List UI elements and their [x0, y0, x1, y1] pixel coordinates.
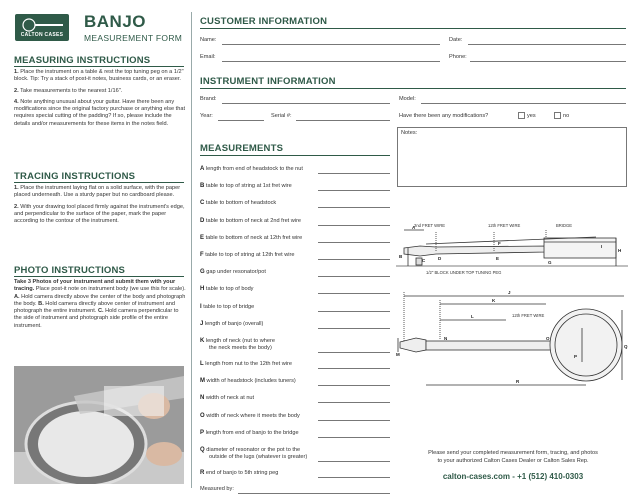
svg-text:J: J [508, 290, 511, 295]
instrument-title: INSTRUMENT INFORMATION [200, 76, 336, 87]
svg-text:G: G [548, 260, 552, 265]
measurement-row: M width of headstock (includes tuners) [200, 378, 296, 385]
svg-text:F: F [498, 241, 501, 246]
svg-text:Q: Q [624, 344, 628, 349]
notes-label: Notes: [401, 130, 418, 136]
measurement-row: K length of neck (nut to where [200, 338, 275, 344]
measurement-field[interactable] [318, 225, 390, 226]
measurement-row: H table to top of body [200, 286, 254, 293]
yes-checkbox[interactable] [518, 112, 525, 119]
modifications-no[interactable]: no [554, 112, 569, 119]
banjo-side-diagram [396, 218, 628, 284]
measuring-list [14, 69, 186, 128]
brand-label: Brand: [200, 96, 217, 102]
phone-label: Phone: [449, 54, 467, 60]
measurement-row: P length from end of banjo to the bridge [200, 429, 299, 436]
measurement-row: J length of banjo (overall) [200, 320, 264, 327]
measurement-row: B table to top of string at 1st fret wire [200, 183, 292, 190]
svg-text:1/2" BLOCK UNDER TOP TUNING PE: 1/2" BLOCK UNDER TOP TUNING PEG [426, 270, 502, 275]
tracing-title: TRACING INSTRUCTIONS [14, 171, 136, 182]
svg-text:D: D [438, 256, 442, 261]
measuring-item: 1. Place the instrument on a table & rest the top tuning peg on a 1/2" block. Tip: Try a stack of post-it notes, business cards, or an eraser. [14, 69, 184, 83]
measurement-row-cont: the neck meets the body) [209, 345, 272, 351]
measurement-row: E table to bottom of neck at 12th fret wire [200, 234, 303, 241]
tracing-list [14, 185, 186, 225]
svg-text:O: O [546, 336, 550, 341]
measurement-row: O width of neck where it meets the body [200, 412, 300, 419]
modifications-yes[interactable]: yes [518, 112, 536, 119]
measurement-row: N width of neck at nut [200, 395, 255, 402]
email-field[interactable] [222, 61, 440, 62]
model-label: Model: [399, 96, 416, 102]
svg-text:N: N [444, 336, 448, 341]
measurement-field[interactable] [318, 385, 390, 386]
measurement-row: D table to bottom of neck at 2nd fret wire [200, 217, 302, 224]
footer-note: Please send your completed measurement form, tracing, and photos to your authorized Calton Cases Dealer or Calton Sales Rep. [428, 450, 598, 464]
form-subtitle: MEASUREMENT FORM [84, 33, 183, 43]
date-field[interactable] [468, 44, 626, 45]
svg-text:M: M [396, 352, 400, 357]
notes-box[interactable] [397, 127, 627, 187]
logo [15, 14, 69, 41]
photo-rule [14, 276, 184, 277]
tracing-item: 1. Place the instrument laying flat on a solid surface, with the paper placed underneath. Use a sturdy paper but no cardboard please. [14, 185, 181, 199]
measurement-field[interactable] [318, 461, 390, 462]
serial-label: Serial #: [271, 113, 292, 119]
svg-text:H: H [618, 248, 622, 253]
svg-text:A: A [412, 225, 416, 230]
measurement-row-cont: outside of the lugs (whatever is greater) [209, 454, 308, 460]
serial-field[interactable] [296, 120, 390, 121]
measurement-row: F table to top of string at 12th fret wire [200, 252, 295, 258]
model-field[interactable] [421, 103, 626, 104]
measurement-row: R end of banjo to 5th string peg [200, 470, 279, 476]
measurement-row: A length from end of headstock to the nut [200, 166, 303, 172]
photo-instructions: Take 3 Photos of your instrument and submit them with your tracing. Place post-it note on instrument body (we use this for scale). A. Hold camera directly above the center of the body and photograph the body. B. Hold camera directly above center of instrument and photograph the entire instrument. C. Hold camera perpendicular to the side of instrument and photograph side profile of the entire instrument. [14, 279, 186, 329]
measurement-field[interactable] [318, 352, 390, 353]
measurement-field[interactable] [318, 293, 390, 294]
measured-by-label: Measured by: [200, 486, 234, 493]
svg-text:R: R [516, 379, 520, 384]
measuring-title: MEASURING INSTRUCTIONS [14, 55, 151, 66]
measurement-field[interactable] [318, 437, 390, 438]
year-field[interactable] [218, 120, 264, 121]
banjo-top-diagram [396, 290, 628, 396]
svg-text:P: P [574, 354, 578, 359]
modifications-label: Have there been any modifications? [399, 113, 489, 119]
no-checkbox[interactable] [554, 112, 561, 119]
measurement-field[interactable] [318, 259, 390, 260]
phone-field[interactable] [470, 61, 626, 62]
measurement-field[interactable] [318, 242, 390, 243]
svg-text:12th FRET WIRE: 12th FRET WIRE [512, 313, 545, 318]
measurement-row: Q diameter of resonator or the pot to the [200, 447, 301, 453]
instrument-rule [200, 88, 626, 89]
svg-text:12th FRET WIRE: 12th FRET WIRE [488, 223, 521, 228]
measurement-row: L length from nut to the 12th fret wire [200, 361, 292, 367]
measurement-field[interactable] [318, 328, 390, 329]
measurement-field[interactable] [318, 402, 390, 403]
website-link[interactable]: calton-cases.com [442, 472, 510, 481]
measuring-item: 2. Take measurements to the nearest 1/16". [14, 87, 123, 94]
form-title: BANJO [84, 12, 147, 31]
footer-contact: calton-cases.com - +1 (512) 410-0303 [442, 472, 584, 481]
logo-text: CALTON CASES [20, 32, 64, 38]
svg-text:L: L [471, 314, 474, 319]
svg-text:BRIDGE: BRIDGE [556, 223, 573, 228]
customer-rule [200, 28, 626, 29]
year-label: Year: [200, 113, 213, 119]
measurement-row: I table to top of bridge [200, 303, 255, 310]
svg-text:B: B [399, 254, 403, 259]
svg-text:C: C [422, 258, 426, 263]
svg-text:I: I [601, 244, 603, 249]
measurement-row: C table to bottom of headstock [200, 200, 277, 207]
name-label: Name: [200, 37, 217, 43]
name-field[interactable] [222, 44, 440, 45]
measurement-field[interactable] [318, 368, 390, 369]
measurement-field[interactable] [318, 276, 390, 277]
tracing-item: 2. With your drawing tool placed firmly against the instrument's edge, and perpendicular to the surface of the paper, mark the paper according to the contour of the instrument. [14, 203, 185, 225]
date-label: Date: [449, 37, 463, 43]
svg-text:K: K [492, 298, 496, 303]
measuring-rule [14, 66, 184, 67]
measurement-field[interactable] [318, 477, 390, 478]
banjo-photo [14, 366, 184, 484]
measurements-title: MEASUREMENTS [200, 143, 284, 154]
customer-title: CUSTOMER INFORMATION [200, 16, 328, 27]
tracing-rule [14, 182, 184, 183]
measuring-item: 4. Note anything unusual about your guitar. Have there been any modifications since the original factory purchase or anything else that requires special cutting of the padding? If so, please include the details and/or measurements for these items in the notes field. [14, 98, 186, 127]
svg-text:2nd FRET WIRE: 2nd FRET WIRE [414, 223, 446, 228]
measurement-row: G gap under resonator/pot [200, 269, 266, 276]
measurement-field[interactable] [318, 420, 390, 421]
photo-title: PHOTO INSTRUCTIONS [14, 265, 126, 276]
brand-field[interactable] [222, 103, 390, 104]
column-divider [191, 12, 192, 488]
measurement-field[interactable] [318, 173, 390, 174]
measurement-field[interactable] [318, 190, 390, 191]
measurements-rule [200, 155, 390, 156]
measurement-field[interactable] [318, 311, 390, 312]
measurement-field[interactable] [318, 207, 390, 208]
svg-text:E: E [496, 256, 500, 261]
phone-number: +1 (512) 410-0303 [517, 472, 584, 481]
email-label: Email: [200, 54, 216, 60]
